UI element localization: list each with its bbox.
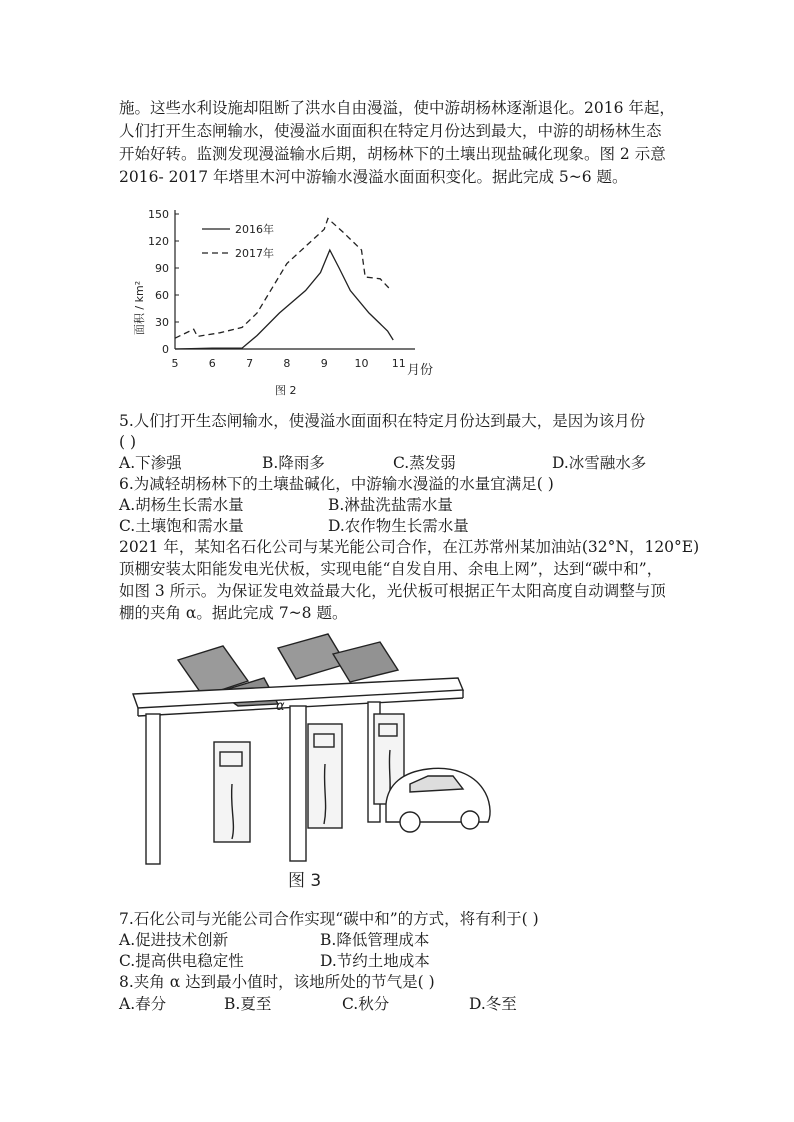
chart-legend	[202, 222, 274, 260]
x-tick-label: 6	[208, 357, 216, 370]
q5-option-d[interactable]: D.冰雪融水多	[552, 454, 647, 472]
chart-ylabel: 面积 / km²	[133, 280, 146, 336]
passage2-line: 顶棚安装太阳能发电光伏板，实现电能“自发自用、余电上网”，达到“碳中和”，	[119, 560, 663, 578]
q5-option-c[interactable]: C.蒸发弱	[393, 454, 456, 472]
solar-panel	[333, 642, 398, 682]
chart-series	[175, 219, 393, 350]
y-tick-label: 60	[155, 289, 169, 302]
y-tick-label: 120	[148, 235, 169, 248]
passage-line: 施。这些水利设施却阻断了洪水自由漫溢，使中游胡杨林逐渐退化。2016 年起，	[119, 99, 675, 117]
x-tick-label: 5	[171, 357, 179, 370]
x-tick-label: 7	[246, 357, 254, 370]
passage2-line: 2021 年，某知名石化公司与某光能公司合作，在江苏常州某加油站(32°N，120°E)	[119, 538, 700, 556]
q7-option-a[interactable]: A.促进技术创新	[119, 931, 229, 949]
canopy-pillar	[146, 714, 160, 864]
q7-option-c[interactable]: C.提高供电稳定性	[119, 952, 244, 970]
x-tick-label: 8	[283, 357, 291, 370]
question-5-blank: ( )	[119, 433, 137, 451]
question-5-stem: 5.人们打开生态闸输水，使漫溢水面面积在特定月份达到最大，是因为该月份	[119, 412, 646, 430]
question-8-stem: 8.夹角 α 达到最小值时，该地所处的节气是( )	[119, 973, 435, 991]
x-tick-label: 11	[391, 357, 406, 370]
q6-option-c[interactable]: C.土壤饱和需水量	[119, 517, 244, 535]
canopy-pillar	[290, 706, 306, 861]
q7-option-b[interactable]: B.降低管理成本	[320, 931, 430, 949]
q8-option-d[interactable]: D.冬至	[469, 995, 517, 1013]
chart-caption: 图 2	[275, 384, 297, 397]
q6-option-b[interactable]: B.淋盐洗盐需水量	[328, 496, 453, 514]
x-tick-label: 10	[354, 357, 369, 370]
q8-option-a[interactable]: A.春分	[119, 995, 167, 1013]
q6-option-d[interactable]: D.农作物生长需水量	[328, 517, 469, 535]
q8-option-b[interactable]: B.夏至	[224, 995, 272, 1013]
series-line-1	[175, 250, 393, 349]
passage-line: 开始好转。监测发现漫溢输水后期，胡杨林下的土壤出现盐碱化现象。图 2 示意	[119, 145, 666, 163]
q7-option-d[interactable]: D.节约土地成本	[320, 952, 430, 970]
passage2-line: 如图 3 所示。为保证发电效益最大化，光伏板可根据正午太阳高度自动调整与顶	[119, 582, 666, 600]
y-tick-label: 90	[155, 262, 169, 275]
legend-label: 2017年	[235, 247, 274, 260]
passage-line: 人们打开生态闸输水，使漫溢水面面积在特定月份达到最大，中游的胡杨林生态	[119, 122, 662, 140]
series-line-2	[175, 219, 391, 339]
y-tick-label: 30	[155, 316, 169, 329]
question-7-stem: 7.石化公司与光能公司合作实现“碳中和”的方式，将有利于( )	[119, 910, 539, 928]
legend-label: 2016年	[235, 223, 274, 236]
canopy-roof	[133, 678, 463, 708]
angle-alpha-label: α	[276, 699, 285, 714]
figure-2-line-chart	[125, 196, 455, 401]
passage-line: 2016- 2017 年塔里木河中游输水漫溢水面面积变化。据此完成 5~6 题。	[119, 168, 628, 186]
q5-option-a[interactable]: A.下渗强	[119, 454, 182, 472]
q6-option-a[interactable]: A.胡杨生长需水量	[119, 496, 244, 514]
chart-axes	[175, 210, 415, 349]
passage2-line: 棚的夹角 α。据此完成 7~8 题。	[119, 604, 348, 622]
q5-option-b[interactable]: B.降雨多	[262, 454, 325, 472]
y-tick-label: 0	[162, 343, 169, 356]
figure-3-caption: 图 3	[288, 871, 322, 891]
y-tick-label: 150	[148, 208, 169, 221]
question-6-stem: 6.为减轻胡杨林下的土壤盐碱化，中游输水漫溢的水量宜满足( )	[119, 475, 554, 493]
x-tick-label: 9	[320, 357, 328, 370]
figure-3-solar-canopy-illustration	[118, 624, 498, 894]
q8-option-c[interactable]: C.秋分	[342, 995, 390, 1013]
chart-xlabel: 月份	[407, 363, 434, 378]
chart-ticks	[148, 208, 406, 370]
